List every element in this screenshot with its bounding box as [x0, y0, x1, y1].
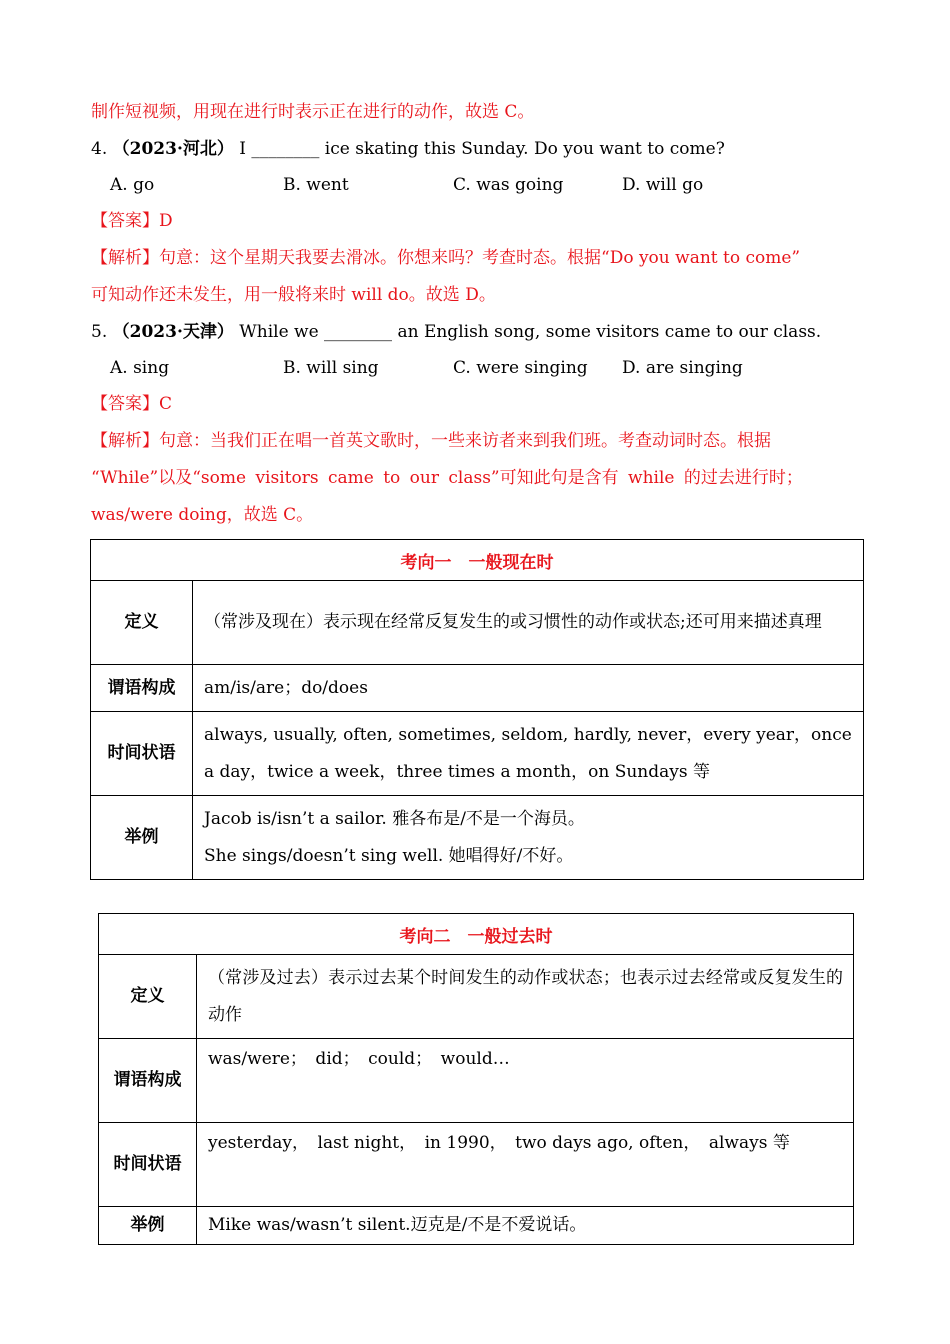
- row-content: was/were； did； could； would…: [197, 1039, 854, 1123]
- table-row-definition: [99, 955, 854, 1039]
- row-label: 谓语构成: [91, 665, 193, 712]
- row-label: 时间状语: [91, 712, 193, 796]
- question-4-analysis-line-1: [91, 247, 800, 269]
- table-title: 考向二 一般过去时: [99, 914, 854, 955]
- question-4-answer: [91, 210, 173, 232]
- analysis-text: 句意：当我们正在唱一首英文歌时，一些来访者来到我们班。考查动词时态。根据: [159, 431, 771, 451]
- option-b: B. will sing: [283, 358, 379, 378]
- table-row-predicate: [91, 665, 864, 712]
- row-content: yesterday， last night， in 1990， two days ago, often， always 等: [197, 1123, 854, 1207]
- analysis-tag: 【解析】: [91, 431, 159, 451]
- example-line: Jacob is/isn’t a sailor. 雅各布是/不是一个海员。: [204, 808, 585, 829]
- table-title: 考向一 一般现在时: [91, 540, 864, 581]
- question-source: （2023·河北）: [112, 139, 234, 159]
- row-label: 定义: [99, 955, 197, 1039]
- question-stem: While we ________ an English song, some visitors came to our class.: [239, 322, 822, 342]
- question-number: 4.: [91, 139, 108, 159]
- tense-table-simple-present: [90, 539, 864, 880]
- question-number: 5.: [91, 322, 108, 342]
- question-source: （2023·天津）: [112, 322, 234, 342]
- row-label: 时间状语: [99, 1123, 197, 1207]
- analysis-text: 句意：这个星期天我要去滑冰。你想来吗？考查时态。根据“Do you want to come”: [159, 248, 801, 268]
- row-content: （常涉及过去）表示过去某个时间发生的动作或状态；也表示过去经常或反复发生的动作: [197, 955, 854, 1039]
- row-content: Mike was/wasn’t silent.迈克是/不是不爱说话。: [197, 1207, 854, 1245]
- answer-value: C: [159, 394, 173, 414]
- question-4-analysis-line-2: 可知动作还未发生，用一般将来时 will do。故选 D。: [91, 285, 496, 305]
- table-row-time-adverbials: [91, 712, 864, 796]
- option-c: C. were singing: [453, 358, 588, 378]
- row-label: 举例: [99, 1207, 197, 1245]
- row-content: [193, 796, 864, 880]
- example-line: She sings/doesn’t sing well. 她唱得好/不好。: [204, 845, 574, 866]
- question-4: [91, 138, 725, 160]
- question-5: [91, 321, 821, 343]
- row-content: always, usually, often, sometimes, seldom, hardly, never，every year，once a day，twice a week，three times a month，on Sundays 等: [193, 712, 864, 796]
- question-5-analysis-line-1: [91, 430, 771, 452]
- option-d: D. will go: [622, 175, 704, 195]
- question-stem: I ________ ice skating this Sunday. Do you want to come?: [239, 139, 725, 159]
- table-row-examples: [91, 796, 864, 880]
- row-label: 定义: [91, 581, 193, 665]
- table-row-definition: [91, 581, 864, 665]
- answer-value: D: [159, 211, 173, 231]
- table-row-time-adverbials: [99, 1123, 854, 1207]
- row-label: 谓语构成: [99, 1039, 197, 1123]
- question-5-analysis-line-3: was/were doing，故选 C。: [91, 505, 314, 525]
- prev-explanation-tail: 制作短视频，用现在进行时表示正在进行的动作，故选 C。: [91, 102, 535, 122]
- question-5-answer: [91, 393, 172, 415]
- option-a: A. sing: [110, 358, 170, 378]
- question-5-analysis-line-2: “While”以及“some visitors came to our class”可知此句是含有 while 的过去进行时；: [91, 468, 803, 488]
- table-row-examples: [99, 1207, 854, 1245]
- option-c: C. was going: [453, 175, 564, 195]
- option-d: D. are singing: [622, 358, 743, 378]
- tense-table-simple-past: [98, 913, 854, 1245]
- answer-tag: 【答案】: [91, 211, 159, 231]
- row-content: am/is/are；do/does: [193, 665, 864, 712]
- option-b: B. went: [283, 175, 349, 195]
- analysis-tag: 【解析】: [91, 248, 159, 268]
- row-content: （常涉及现在）表示现在经常反复发生的或习惯性的动作或状态;还可用来描述真理: [193, 581, 864, 665]
- row-label: 举例: [91, 796, 193, 880]
- option-a: A. go: [110, 175, 155, 195]
- answer-tag: 【答案】: [91, 394, 159, 414]
- table-row-predicate: [99, 1039, 854, 1123]
